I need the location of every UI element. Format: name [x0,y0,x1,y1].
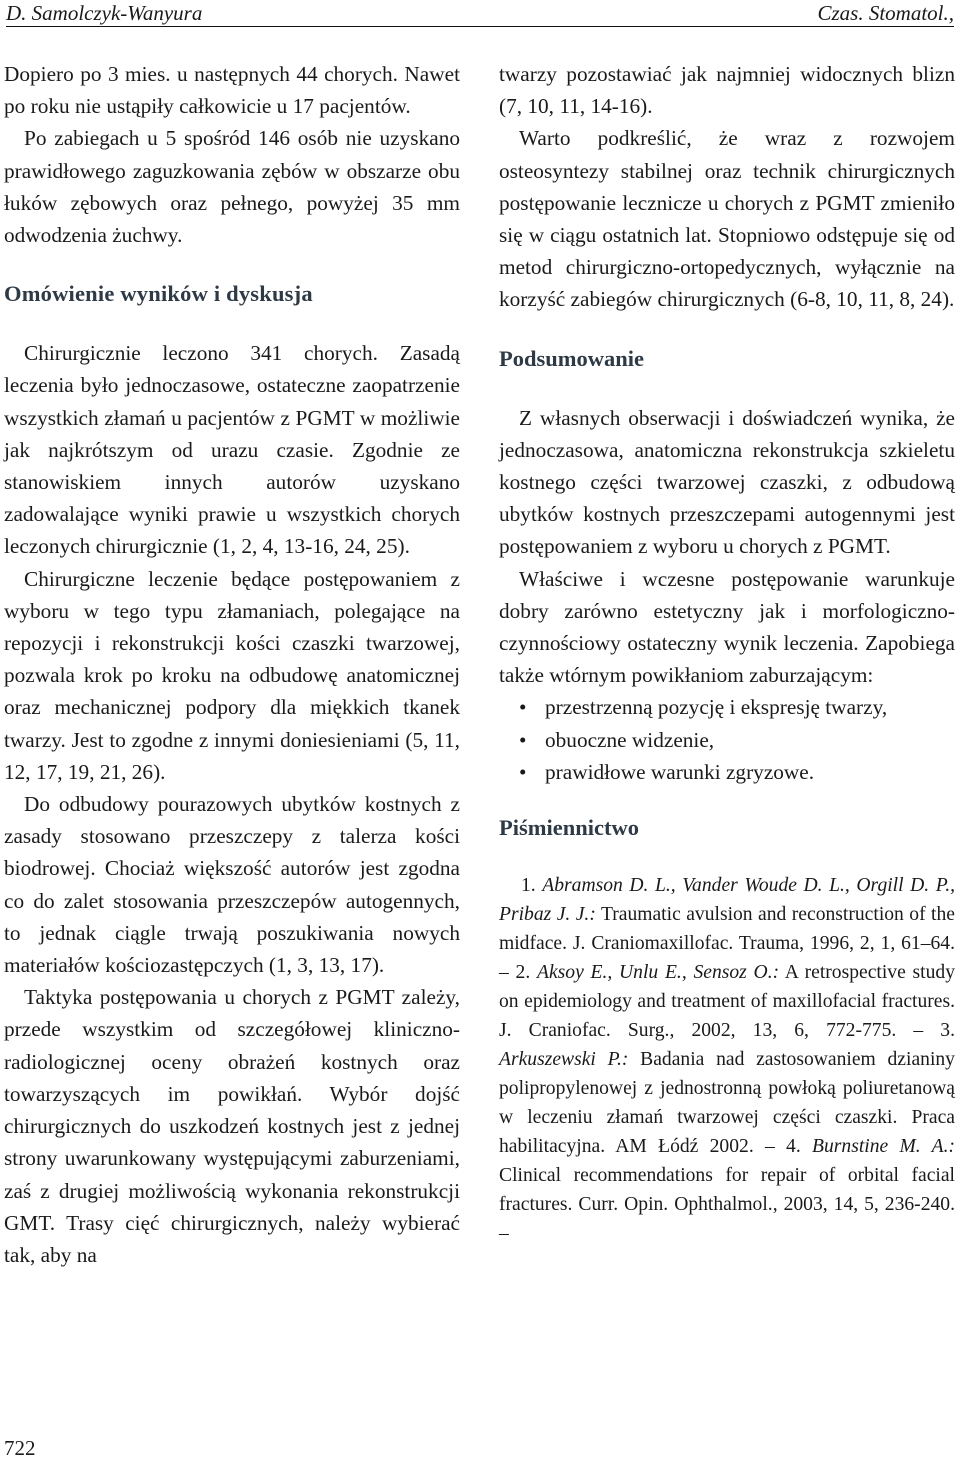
section-heading-discussion: Omówienie wyników i dyskusja [4,281,313,307]
list-item [499,724,955,756]
paragraph: Warto podkreślić, że wraz z rozwojem osteosyntezy stabilnej oraz technik chirurgicznych postępowanie lecznicze u chorych z PGMT zmieniło się w ciągu ostatnich lat. Stopniowo odstępuje się od metod chirurgiczno-ortopedycznych, wyłącznie na korzyść zabiegów chirurgicznych (6-8, 10, 11, 8, 24). [499,126,955,312]
list-item-text: przestrzenną pozycję i ekspresję twarzy, [545,695,888,720]
paragraph: Z własnych obserwacji i doświadczeń wynika, że jednoczasowa, anatomiczna rekonstrukcja szkieletu kostnego części twarzowej czaszki, z odbudową ubytków kostnych przeszczepami autogennymi jest postępowaniem z wyboru u chorych z PGMT. [499,405,955,559]
reference-authors: Burnstine M. A.: [812,1136,955,1158]
paragraph: Chirurgicznie leczono 341 chorych. Zasadą leczenia było jednoczasowe, ostateczne zaopatrzenie wszystkich złamań u pacjentów z PGMT w możliwie jak najkrótszym od urazu czasie. Zgodnie ze stanowiskiem innych autorów uzyskano zadowalające wyniki prawie u wszystkich chorych leczonych chirurgicznie (1, 2, 4, 13-16, 24, 25). [4,341,460,559]
paragraph: Taktyka postępowania u chorych z PGMT zależy, przede wszystkim od szczegółowej kliniczno-radiologicznej oceny obrażeń kostnych oraz towarzyszących im powikłań. Wybór dojść chirurgicznych do uszkodzeń kostnych jest z jednej strony uwarunkowany występującymi zaburzeniami, zaś z drugiej możliwością wykonania rekonstrukcji GMT. Trasy cięć chirurgicznych, należy wybierać tak, aby na [4,985,460,1267]
header-author: D. Samolczyk-Wanyura [6,1,203,25]
paragraph: Właściwe i wczesne postępowanie warunkuje dobry zarówno estetyczny jak i morfologiczno-czynnościowy ostateczny wynik leczenia. Zapobiega także wtórnym powikłaniom zaburzającym: [499,566,955,688]
paragraph: Chirurgiczne leczenie będące postępowaniem z wyboru w tego typu złamaniach, polegające na repozycji i rekonstrukcji kości czaszki twarzowej, pozwala krok po kroku na odbudowę anatomicznej oraz mechanicznej podpory dla miękkich tkanek twarzy. Jest to zgodne z innymi doniesieniami (5, 11, 12, 17, 19, 21, 26). [4,566,460,784]
reference-text: Badania nad zastosowaniem dzianiny polipropylenowej z jednostronną powłoką poliuretanową w leczeniu złamań twarzowej części czaszki. Praca habilitacyjna. AM Łódź 2002. – 4. [499,1049,955,1158]
reference-text: A retrospective study on epidemiology and treatment of maxillofacial fractures. J. Craniofac. Surg., 2002, 13, 6, 772-775. – 3. [499,962,955,1042]
bullet-icon: • [519,759,527,784]
reference-authors: Aksoy E., Unlu E., Sensoz O.: [536,962,780,984]
reference-text: Traumatic avulsion and reconstruction of the midface. J. Craniomaxillofac. Trauma, 1996, 2, 1, 61–64. – 2. [499,904,955,984]
paragraph: twarzy pozostawiać jak najmniej widocznych blizn (7, 10, 11, 14-16). [499,62,955,119]
bullet-icon: • [519,695,527,720]
list-item [499,756,955,788]
left-column [4,58,460,1271]
references-list [499,871,955,1248]
header-journal: Czas. Stomatol., [817,1,954,25]
right-column [499,58,955,1248]
bullet-list [499,691,955,788]
paragraph: Dopiero po 3 mies. u następnych 44 chorych. Nawet po roku nie ustąpiły całkowicie u 17 pacjentów. [4,62,460,119]
list-item [499,691,955,723]
paragraph: Po zabiegach u 5 spośród 146 osób nie uzyskano prawidłowego zaguzkowania zębów w obszarze obu łuków zębowych oraz pełnego, powyżej 35 mm odwodzenia żuchwy. [4,126,460,248]
page-number: 722 [4,1436,36,1460]
reference-text: Clinical recommendations for repair of orbital facial fractures. Curr. Opin. Ophthalmol., 2003, 14, 5, 236-240. – [499,1165,955,1245]
list-item-text: prawidłowe warunki zgryzowe. [545,759,815,784]
bullet-icon: • [519,727,527,752]
reference-authors: Arkuszewski P.: [499,1049,629,1071]
reference-number: 1. [521,875,543,897]
reference-authors: Abramson D. L., Vander Woude D. L., Orgill D. P., Pribaz J. J.: [499,875,955,926]
running-header [6,0,954,27]
list-item-text: obuoczne widzenie, [545,727,715,752]
paragraph: Do odbudowy pourazowych ubytków kostnych z zasady stosowano przeszczepy z talerza kości biodrowej. Chociaż większość autorów jest zgodna co do zalet stosowania przeszczepów autogennych, to jednak ciągle trwają poszukiwania nowych materiałów kościozastępczych (1, 3, 13, 17). [4,792,460,978]
section-heading-summary: Podsumowanie [499,345,645,371]
section-heading-references: Piśmiennictwo [499,815,639,841]
